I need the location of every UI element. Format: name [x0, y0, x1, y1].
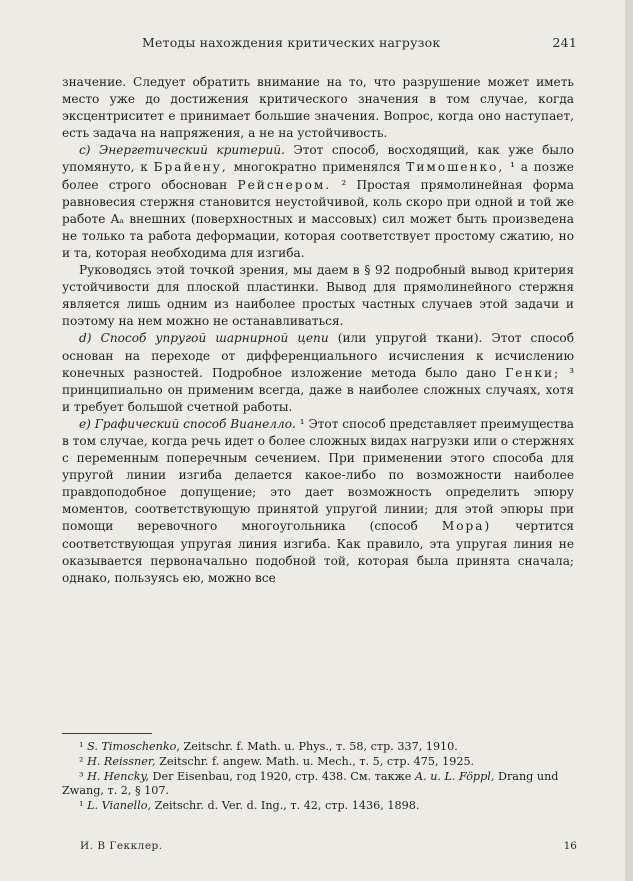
- footnote-3: [62, 770, 574, 800]
- paragraph-text: чертится соответствующая упругая линия изгиба. Как правило, эта упругая линия не оказывается первоначально подобной той, которая была принята сначала; однако, пользуясь ею, можно все: [62, 519, 574, 585]
- footnote-text: Der Eisenbau, год 1920, стр. 438. См. также: [152, 769, 412, 783]
- footnotes: [62, 740, 574, 814]
- footnote-text: Zeitschr. f. Math. u. Phys., т. 58, стр. 337, 1910.: [183, 740, 458, 753]
- paragraph-text: Этот способ, восходящий, как уже было упомянуто, к: [62, 143, 574, 175]
- footnote-author: S. Timoschenko,: [87, 740, 180, 753]
- paragraph-continuation: значение. Следует обратить внимание на то, что разрушение может иметь место уже до достижения критического значения в том случае, когда эксцентриситет e принимает большие значения. Вопрос, когда оно наступает, есть задача на напряжения, а не на устойчивость.: [62, 75, 574, 141]
- running-title: Методы нахождения критических нагрузок: [142, 35, 441, 50]
- item-marker: c): [79, 143, 91, 158]
- author-name: Мора): [441, 519, 492, 534]
- paragraph-text: многократно применялся: [233, 160, 401, 175]
- paragraph-energy-criterion: [62, 142, 574, 262]
- page-edge-shadow: [625, 0, 633, 881]
- printer-signature: И. В Гекклер.: [80, 840, 163, 852]
- paragraph-vianello-method: [62, 416, 574, 587]
- footnote-mark: ¹: [79, 799, 84, 813]
- section-heading: Энергетический критерий.: [99, 143, 285, 158]
- footnote-text: Zeitschr. f. angew. Math. u. Mech., т. 5, стр. 475, 1925.: [159, 754, 475, 768]
- footnote-author: A. u. L. Föppl,: [415, 769, 495, 783]
- footnote-mark: ¹: [79, 740, 84, 753]
- author-name: Тимошенко,: [406, 160, 505, 175]
- footnote-author: H. Reissner,: [87, 754, 156, 768]
- paragraph-text: ³ принципиально он применим всегда, даже в наиболее сложных случаях, хотя и требует большой счетной работы.: [62, 365, 574, 414]
- paragraph-text: ² Простая прямолинейная форма равновесия стержня становится неустойчивой, коль скоро при одной и той же работе Aₐ внешних (поверхностных и массовых) сил может быть произведена не только та работа деформации, которая соответствует простому сжатию, но и та, которая необходима для изгиба.: [62, 177, 575, 260]
- footnote-4: [62, 799, 574, 814]
- author-name: Рейснером.: [237, 177, 332, 192]
- main-text: [62, 74, 574, 587]
- paragraph-text: ¹ Этот способ представляет преимущества в том случае, когда речь идет о более сложных видах нагрузки или о стержнях с переменным поперечным сечением. При применении этого способа для упругой линии изгиба делается какое-либо по возможности наиболее правдоподобное допущение; это дает возможность определить эпюру моментов, соответствующую принятой упругой линии; для этой эпюры при помощи веревочного многоугольника (способ: [62, 416, 574, 534]
- paragraph-hinged-chain: [62, 330, 574, 415]
- footnote-1: [62, 740, 574, 755]
- paragraph-text: ¹ а позже более строго обоснован: [62, 160, 574, 192]
- author-name: Генки;: [505, 365, 561, 380]
- footnote-separator: [62, 733, 152, 734]
- section-heading: Способ упругой шарнирной цепи: [100, 331, 329, 346]
- footnote-text: Zeitschr. d. Ver. d. Ing., т. 42, стр. 1436, 1898.: [154, 799, 420, 813]
- footnote-mark: ³: [79, 769, 84, 783]
- page-number: 241: [552, 35, 577, 50]
- footnote-mark: ²: [79, 754, 84, 768]
- footnote-author: H. Hencky,: [87, 769, 149, 783]
- paragraph-text: (или упругой ткани). Этот способ основан на переходе от дифференциального исчисления к исчислению конечных разностей. Подробное изложение метода было дано: [62, 331, 574, 380]
- sheet-number: 16: [563, 840, 577, 852]
- paragraph-plate-reference: Руководясь этой точкой зрения, мы даем в § 92 подробный вывод критерия устойчивости для плоской пластинки. Вывод для прямолинейного стержня является лишь одним из наиболее простых частных случаев этой задачи и поэтому на нем можно не останавливаться.: [62, 263, 574, 329]
- section-heading: Графический способ Вианелло.: [94, 416, 296, 431]
- footnote-2: [62, 755, 574, 770]
- footnote-text: Drang und Zwang, т. 2, § 107.: [62, 769, 559, 798]
- item-marker: e): [79, 416, 91, 431]
- item-marker: d): [79, 331, 92, 346]
- footnote-author: L. Vianello,: [87, 799, 152, 813]
- author-name: Брайену,: [153, 160, 228, 175]
